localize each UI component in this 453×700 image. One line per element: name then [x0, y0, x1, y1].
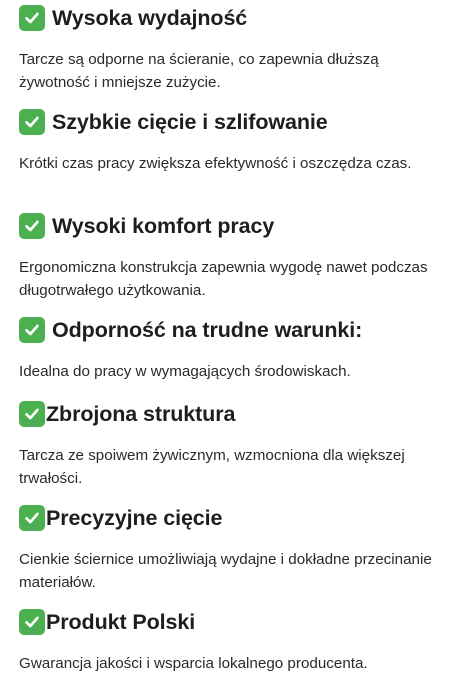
feature-title: Wysoki komfort pracy	[52, 213, 275, 238]
check-mark-icon	[19, 401, 45, 427]
feature-title: Produkt Polski	[46, 609, 196, 634]
feature-heading	[19, 315, 362, 345]
check-mark-icon	[19, 5, 45, 31]
feature-heading	[19, 503, 222, 533]
feature-description: Krótki czas pracy zwiększa efektywność i oszczędza czas.	[19, 155, 412, 172]
feature-description: Gwarancja jakości i wsparcia lokalnego producenta.	[19, 655, 368, 672]
feature-title: Wysoka wydajność	[52, 5, 248, 30]
feature-heading	[19, 607, 195, 637]
check-mark-icon	[19, 609, 45, 635]
feature-title: Szybkie cięcie i szlifowanie	[52, 109, 328, 134]
check-mark-icon	[19, 109, 45, 135]
feature-description: Tarcze są odporne na ścieranie, co zapewnia dłuższą żywotność i mniejsze zużycie.	[19, 51, 379, 91]
check-mark-icon	[19, 317, 45, 343]
feature-title: Zbrojona struktura	[46, 401, 236, 426]
feature-description: Idealna do pracy w wymagających środowiskach.	[19, 363, 351, 380]
feature-heading	[19, 399, 235, 429]
feature-heading	[19, 3, 247, 33]
feature-heading	[19, 211, 274, 241]
feature-heading	[19, 107, 328, 137]
feature-description: Cienkie ściernice umożliwiają wydajne i dokładne przecinanie materiałów.	[19, 551, 432, 591]
feature-description: Tarcza ze spoiwem żywicznym, wzmocniona dla większej trwałości.	[19, 447, 405, 487]
check-mark-icon	[19, 213, 45, 239]
check-mark-icon	[19, 505, 45, 531]
feature-description: Ergonomiczna konstrukcja zapewnia wygodę nawet podczas długotrwałego użytkowania.	[19, 259, 428, 299]
feature-title: Odporność na trudne warunki:	[52, 317, 363, 342]
feature-title: Precyzyjne cięcie	[46, 505, 223, 530]
